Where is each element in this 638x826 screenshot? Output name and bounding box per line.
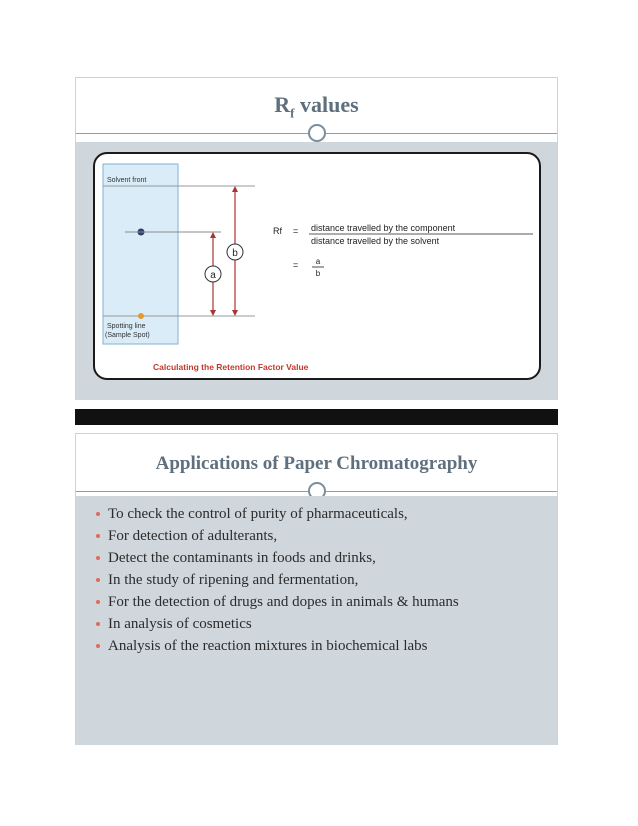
list-item: In analysis of cosmetics bbox=[96, 614, 546, 634]
sample-spot bbox=[138, 313, 144, 319]
arrow-b-bottom-icon bbox=[232, 310, 238, 316]
slide-rf-values bbox=[75, 77, 558, 400]
label-a: a bbox=[210, 270, 216, 281]
list-item: Analysis of the reaction mixtures in biochemical labs bbox=[96, 636, 546, 656]
rf-diagram bbox=[95, 154, 539, 378]
arrow-a-top-icon bbox=[210, 232, 216, 238]
title-subscript: f bbox=[290, 105, 295, 121]
slide-applications bbox=[75, 433, 558, 745]
sample-spot-label: (Sample Spot) bbox=[105, 332, 150, 339]
fraction-b: b bbox=[315, 269, 321, 278]
arrow-a-bottom-icon bbox=[210, 310, 216, 316]
separator-ring-icon bbox=[308, 124, 326, 142]
equals-sign: = bbox=[293, 226, 299, 236]
equals-sign-2: = bbox=[293, 260, 299, 270]
list-item: For the detection of drugs and dopes in animals & humans bbox=[96, 592, 546, 612]
label-b: b bbox=[232, 248, 238, 259]
title-rest: values bbox=[294, 92, 359, 117]
rf-diagram-panel bbox=[93, 152, 541, 380]
fraction-a: a bbox=[315, 257, 321, 266]
applications-list bbox=[96, 504, 546, 658]
spotting-line-label: Spotting line bbox=[107, 323, 146, 330]
title-main: R bbox=[274, 92, 291, 117]
list-item: To check the control of purity of pharmaceuticals, bbox=[96, 504, 546, 524]
arrow-b-top-icon bbox=[232, 186, 238, 192]
diagram-caption: Calculating the Retention Factor Value bbox=[153, 362, 309, 372]
slide-title-applications: Applications of Paper Chromatography bbox=[155, 453, 478, 474]
solvent-front-label: Solvent front bbox=[107, 177, 147, 184]
list-item: For detection of adulterants, bbox=[96, 526, 546, 546]
list-item: In the study of ripening and fermentation, bbox=[96, 570, 546, 590]
slide-divider-bar bbox=[75, 409, 558, 425]
rf-label: Rf bbox=[273, 226, 282, 236]
formula-denominator: distance travelled by the solvent bbox=[311, 236, 440, 246]
slide-title bbox=[76, 92, 557, 121]
formula-numerator: distance travelled by the component bbox=[311, 223, 456, 233]
list-item: Detect the contaminants in foods and drinks, bbox=[96, 548, 546, 568]
